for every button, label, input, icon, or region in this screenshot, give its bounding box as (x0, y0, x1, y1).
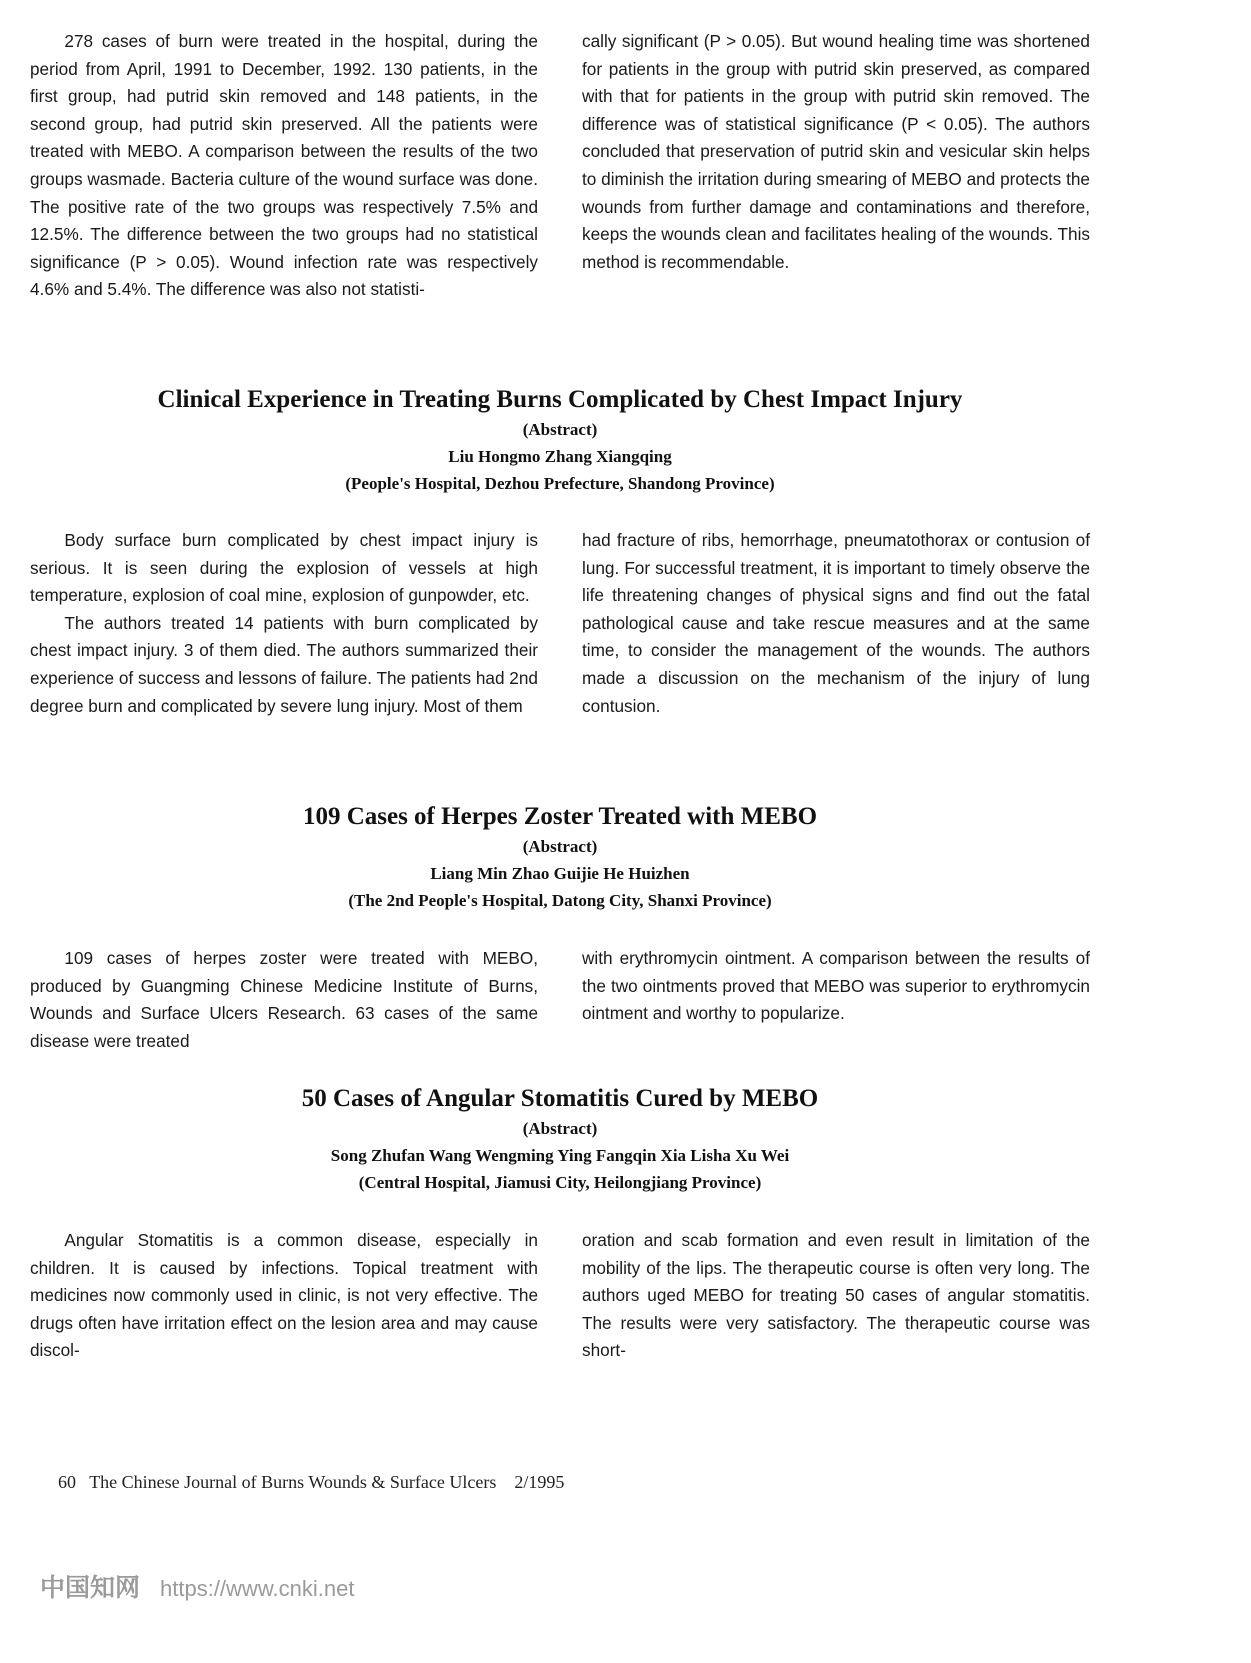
abstract-label: (Abstract) (522, 420, 598, 439)
article-authors: Liu Hongmo Zhang Xiangqing (448, 447, 672, 466)
article-heading (30, 801, 1090, 914)
left-column (30, 28, 538, 304)
left-column (30, 1227, 538, 1365)
article-heading (30, 1083, 1090, 1196)
right-column (582, 945, 1090, 1055)
abstract-label: (Abstract) (522, 1119, 598, 1138)
abstract-label: (Abstract) (522, 837, 598, 856)
page-number: 60 (58, 1472, 76, 1492)
left-column (30, 945, 538, 1055)
abstract-continuation (30, 28, 1090, 304)
paragraph: 278 cases of burn were treated in the hospital, during the period from April, 1991 to December, 1992. 130 patients, in the first group, had putrid skin removed and 148 patients, in the second group, had putrid skin preserved. All the patients were treated with MEBO. A comparison between the results of the two groups wasmade. Bacteria culture of the wound surface was done. The positive rate of the two groups was respectively 7.5% and 12.5%. The difference between the two groups had no statistical significance (P > 0.05). Wound infection rate was respectively 4.6% and 5.4%. The difference was also not statisti- (30, 31, 538, 300)
article-heading (30, 384, 1090, 497)
article-title: 109 Cases of Herpes Zoster Treated with MEBO (302, 803, 818, 830)
cnki-watermark (40, 1568, 354, 1604)
article-affiliation: (Central Hospital, Jiamusi City, Heilongjiang Province) (358, 1173, 762, 1192)
right-column (582, 1227, 1090, 1365)
cnki-url: https://www.cnki.net (160, 1576, 355, 1601)
right-column (582, 527, 1090, 720)
article-title: Clinical Experience in Treating Burns Complicated by Chest Impact Injury (157, 386, 963, 413)
paragraph: The authors treated 14 patients with burn complicated by chest impact injury. 3 of them died. The authors summarized their experience of success and lessons of failure. The patients had 2nd degree burn and complicated by severe lung injury. Most of them (30, 612, 538, 716)
journal-name: The Chinese Journal of Burns Wounds & Surface Ulcers (89, 1472, 497, 1492)
paragraph: 109 cases of herpes zoster were treated with MEBO, produced by Guangming Chinese Medicine Institute of Burns, Wounds and Surface Ulcers Research. 63 cases of the same disease were treated (30, 948, 538, 1051)
article-authors: Liang Min Zhao Guijie He Huizhen (430, 864, 690, 883)
page-footer (58, 1472, 564, 1493)
paragraph: Body surface burn complicated by chest impact injury is serious. It is seen during the explosion of vessels at high temperature, explosion of coal mine, explosion of gunpowder, etc. (30, 530, 538, 606)
paragraph: cally significant (P > 0.05). But wound healing time was shortened for patients in the group with putrid skin preserved, as compared with that for patients in the group with putrid skin removed. The difference was of statistical significance (P < 0.05). The authors concluded that preservation of putrid skin and vesicular skin helps to diminish the irritation during smearing of MEBO and protects the wounds from further damage and contaminations and therefore, keeps the wounds clean and facilitates healing of the wounds. This method is recommendable. (582, 31, 1090, 272)
article-title: 50 Cases of Angular Stomatitis Cured by MEBO (301, 1085, 819, 1112)
article-authors: Song Zhufan Wang Wengming Ying Fangqin Xia Lisha Xu Wei (330, 1146, 790, 1165)
left-column (30, 527, 538, 720)
cnki-logo-text: 中国知网 (40, 1574, 141, 1602)
article-affiliation: (People's Hospital, Dezhou Prefecture, Shandong Province) (345, 474, 775, 493)
article-body (30, 527, 1090, 720)
article-affiliation: (The 2nd People's Hospital, Datong City, Shanxi Province) (348, 891, 772, 910)
right-column (582, 28, 1090, 304)
paragraph: had fracture of ribs, hemorrhage, pneumatothorax or contusion of lung. For successful treatment, it is important to timely observe the life threatening changes of physical signs and find out the fatal pathological cause and take rescue measures and at the same time, to consider the management of the wounds. The authors made a discussion on the mechanism of the injury of lung contusion. (582, 530, 1090, 716)
article-body (30, 1227, 1090, 1365)
journal-issue: 2/1995 (514, 1472, 565, 1492)
paragraph: oration and scab formation and even result in limitation of the mobility of the lips. The therapeutic course is often very long. The authors uged MEBO for treating 50 cases of angular stomatitis. The results were very satisfactory. The therapeutic course was short- (582, 1230, 1090, 1361)
paragraph: Angular Stomatitis is a common disease, especially in children. It is caused by infections. Topical treatment with medicines now commonly used in clinic, is not very effective. The drugs often have irritation effect on the lesion area and may cause discol- (30, 1230, 538, 1361)
article-body (30, 945, 1090, 1055)
paragraph: with erythromycin ointment. A comparison between the results of the two ointments proved that MEBO was superior to erythromycin ointment and worthy to popularize. (582, 948, 1090, 1024)
